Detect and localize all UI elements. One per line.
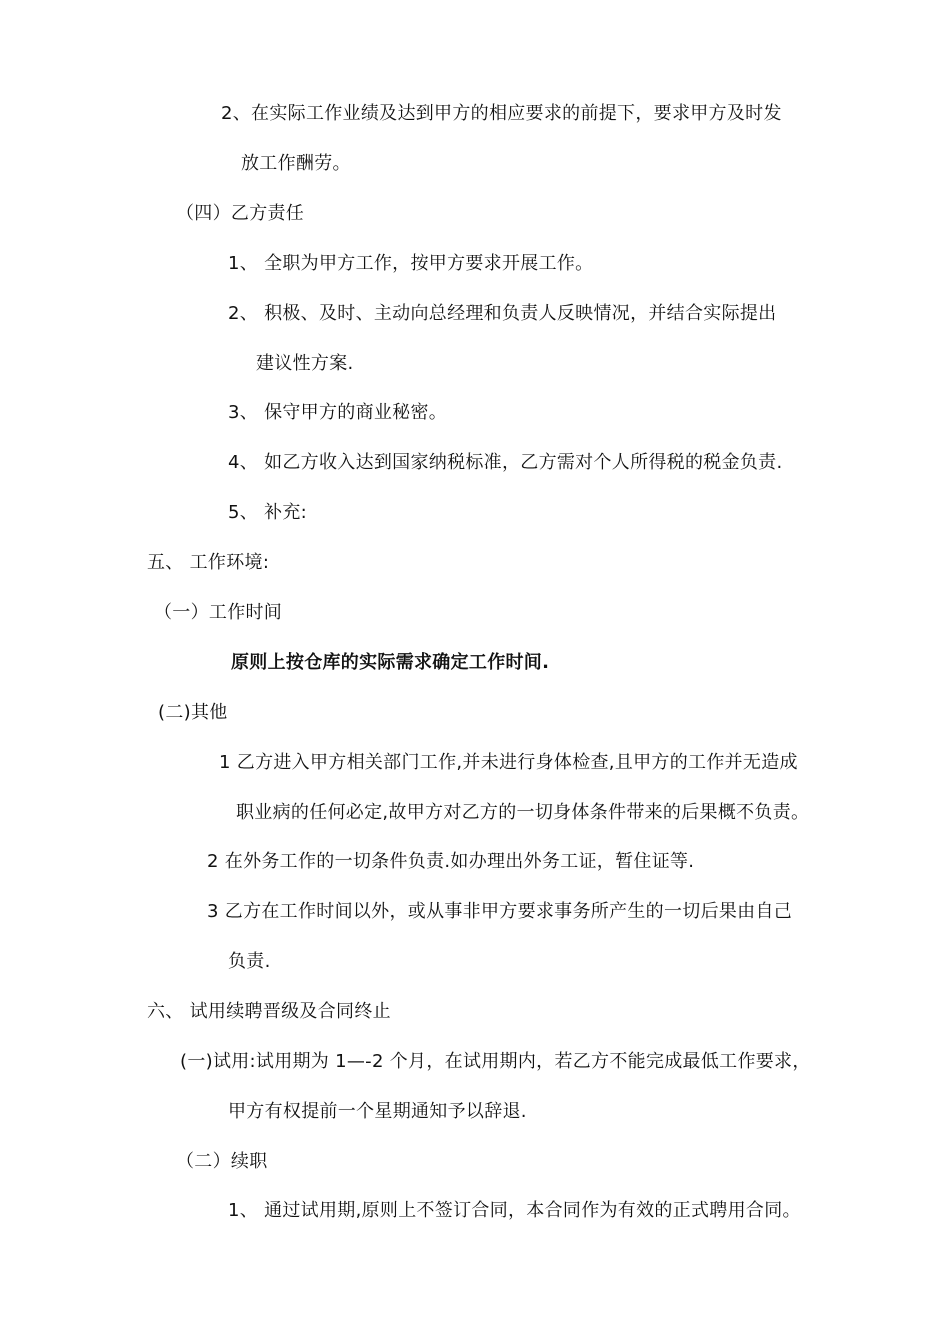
other-item-1-cont: 职业病的任何必定,故甲方对乙方的一切身体条件带来的后果概不负责。 <box>236 802 810 823</box>
chapter-heading-5: 五、 工作环境: <box>147 552 270 573</box>
list-item-5: 5、 补充: <box>228 502 308 523</box>
list-item-3: 3、 保守甲方的商业秘密。 <box>228 402 448 423</box>
list-item-4: 4、 如乙方收入达到国家纳税标准，乙方需对个人所得税的税金负责. <box>228 452 783 473</box>
probation-text: (一)试用:试用期为 1—-2 个月，在试用期内，若乙方不能完成最低工作要求， <box>180 1051 811 1072</box>
other-item-3-cont: 负责. <box>228 951 271 972</box>
section-heading-other: (二)其他 <box>158 702 228 723</box>
text-line-2: 放工作酬劳。 <box>241 153 351 174</box>
section-heading-work-time: （一）工作时间 <box>154 602 283 623</box>
chapter-heading-6: 六、 试用续聘晋级及合同终止 <box>147 1001 391 1022</box>
work-time-text: 原则上按仓库的实际需求确定工作时间. <box>231 652 550 673</box>
text-line-1: 2、在实际工作业绩及达到甲方的相应要求的前提下，要求甲方及时发 <box>221 103 782 124</box>
renewal-item-1: 1、 通过试用期,原则上不签订合同，本合同作为有效的正式聘用合同。 <box>228 1200 801 1221</box>
section-heading-renewal: （二）续职 <box>176 1151 268 1172</box>
other-item-1: 1 乙方进入甲方相关部门工作,并未进行身体检查,且甲方的工作并无造成 <box>219 752 798 773</box>
section-heading-4: （四）乙方责任 <box>176 203 305 224</box>
probation-text-cont: 甲方有权提前一个星期通知予以辞退. <box>228 1101 527 1122</box>
other-item-3: 3 乙方在工作时间以外，或从事非甲方要求事务所产生的一切后果由自己 <box>207 901 793 922</box>
list-item-1: 1、 全职为甲方工作，按甲方要求开展工作。 <box>228 253 594 274</box>
other-item-2: 2 在外务工作的一切条件负责.如办理出外务工证，暂住证等. <box>207 851 695 872</box>
list-item-2-cont: 建议性方案. <box>256 353 354 374</box>
list-item-2: 2、 积极、及时、主动向总经理和负责人反映情况，并结合实际提出 <box>228 303 777 324</box>
